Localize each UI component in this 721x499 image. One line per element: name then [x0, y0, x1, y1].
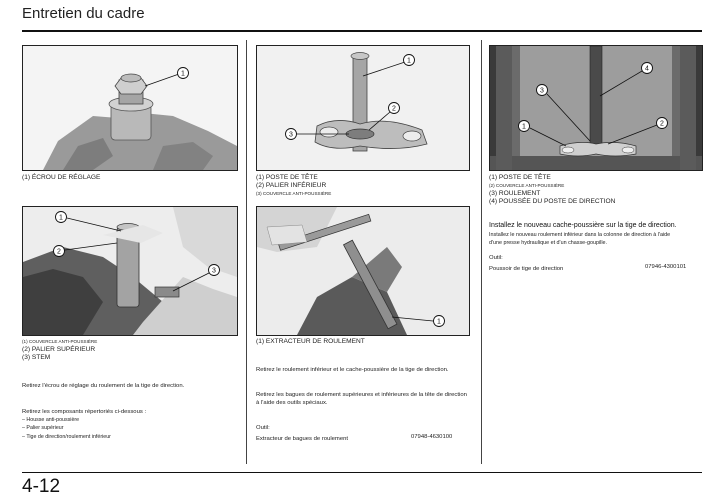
figure-bearing-puller [256, 206, 470, 336]
text-line: Installez le nouveau roulement inférieur dans la colonne de direction à l'aide [489, 232, 671, 238]
figure-stem-removal [22, 206, 238, 336]
callout-1-label: 1 [181, 70, 185, 78]
callout-1-label: 1 [437, 318, 441, 326]
caption-line: (1) POSTE DE TÊTE [489, 174, 551, 181]
figure-adjusting-nut [22, 45, 238, 171]
caption-line: (2) PALIER SUPÉRIEUR [22, 346, 96, 353]
caption-line: (1) COUVERCLE ANTI-POUSSIÈRE [22, 339, 98, 344]
callout-2-label: 2 [57, 248, 61, 256]
column-divider [481, 40, 482, 464]
callout-2-label: 2 [392, 105, 396, 113]
figure-caption [22, 174, 100, 182]
figure-steering-stem [256, 45, 470, 171]
caption-line: (2) PALIER INFÉRIEUR [256, 182, 327, 189]
callout-1-label: 1 [407, 57, 411, 65]
callout-3-label: 3 [540, 87, 544, 95]
tool-label: Outil: [256, 425, 270, 431]
caption-line: (3) STEM [22, 354, 51, 361]
instruction-text [489, 231, 703, 247]
tool-name: Extracteur de bagues de roulement [256, 436, 349, 442]
callout-1-label: 1 [522, 123, 526, 131]
caption-line: (1) ÉCROU DE RÉGLAGE [22, 174, 101, 181]
callout-1-label: 1 [59, 214, 63, 222]
callout-4-label: 4 [645, 65, 649, 73]
text-line: à l'aide des outils spéciaux. [256, 400, 328, 407]
figure-caption [489, 174, 615, 206]
figure-caption [22, 338, 97, 362]
text-line: d'une presse hydraulique et d'un chasse-goupille. [489, 240, 608, 246]
caption-line: (3) ROULEMENT [489, 190, 541, 197]
list-item: – Housse anti-poussière [22, 417, 80, 424]
caption-line: (1) POSTE DE TÊTE [256, 174, 318, 181]
instruction-list [22, 408, 236, 441]
callout-2-label: 2 [660, 120, 664, 128]
tool-name: Poussoir de tige de direction [489, 266, 564, 272]
tool-number: 07946-4300101 [645, 264, 687, 270]
figure-caption [256, 174, 331, 198]
page-title: Entretien du cadre [22, 5, 145, 22]
figure-stem-press [489, 45, 703, 171]
text-line: Retirez les bagues de roulement supérieures et inférieures de la tête de direction [256, 392, 467, 398]
figure-caption [256, 338, 365, 346]
instruction-text: Retirez l'écrou de réglage du roulement de la tige de direction. [22, 383, 185, 389]
header-rule [22, 30, 702, 32]
list-item: – Tige de direction/roulement inférieur [22, 433, 111, 440]
tool-number: 07948-4630100 [411, 434, 453, 440]
caption-line: (1) EXTRACTEUR DE ROULEMENT [256, 338, 365, 345]
list-intro: Retirez les composants répertoriés ci-dessous : [22, 409, 147, 415]
callout-3-label: 3 [289, 131, 293, 139]
column-divider [246, 40, 247, 464]
caption-line: (2) COUVERCLE ANTI-POUSSIÈRE [489, 183, 565, 188]
tool-label: Outil: [489, 255, 503, 261]
instruction-text [256, 391, 472, 407]
caption-line: (3) COUVERCLE ANTI-POUSSIÈRE [256, 191, 332, 196]
callout-3-label: 3 [212, 267, 216, 275]
page-number: 4-12 [22, 476, 61, 497]
list-item: – Palier supérieur [22, 425, 64, 432]
caption-line: (4) POUSSÉE DU POSTE DE DIRECTION [489, 198, 616, 205]
footer-rule [22, 472, 702, 473]
instruction-text: Retirez le roulement inférieur et le cache-poussière de la tige de direction. [256, 367, 449, 373]
instruction-title: Installez le nouveau cache-poussière sur la tige de direction. [489, 222, 677, 229]
